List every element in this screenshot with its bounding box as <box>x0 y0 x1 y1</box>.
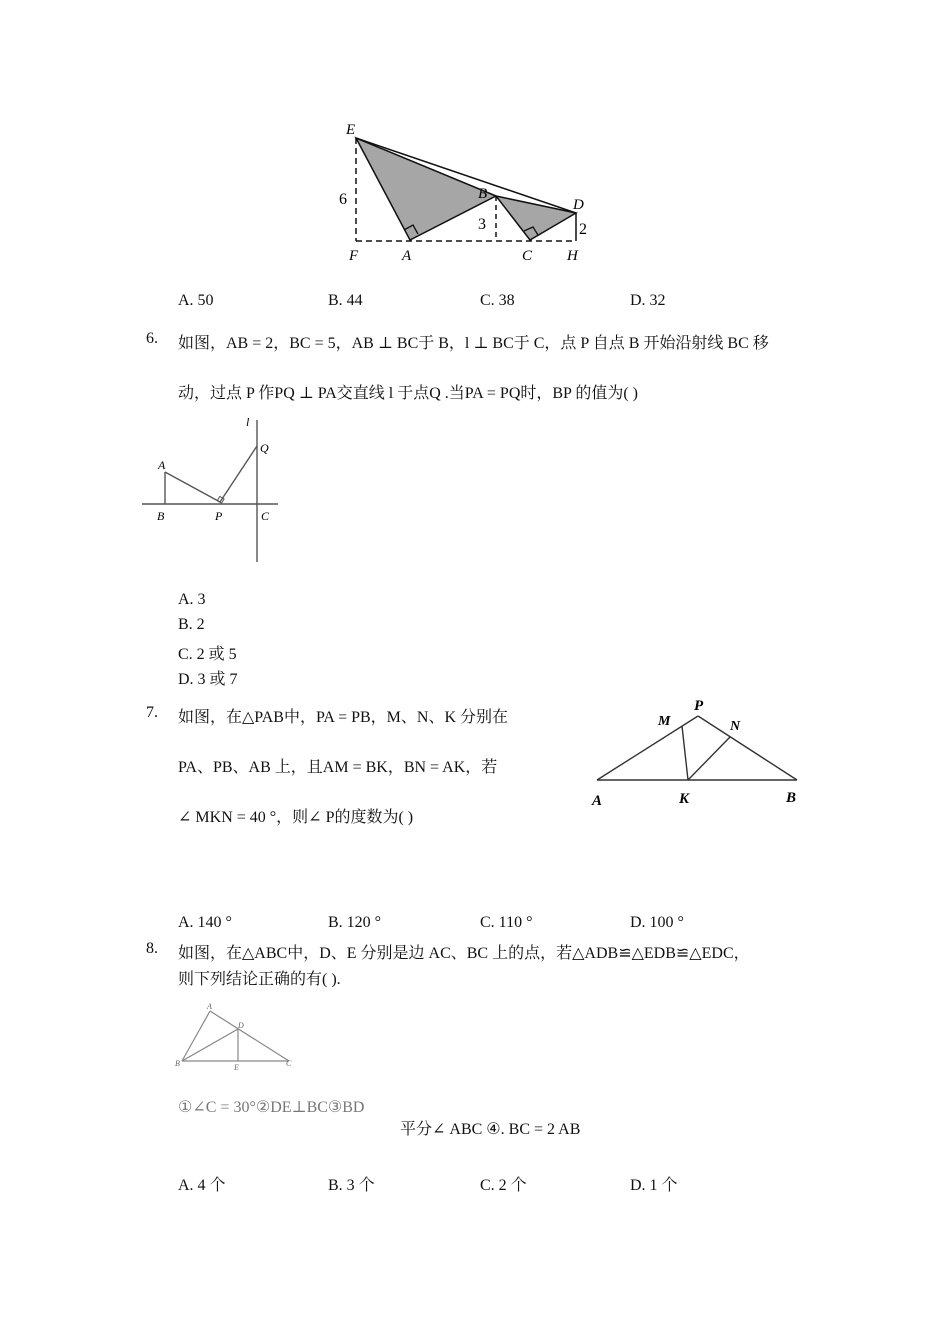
q7-option-b[interactable]: B. 120 ° <box>328 914 382 931</box>
q8-label-D: D <box>238 1021 244 1030</box>
q7-label-N: N <box>730 719 741 734</box>
q7-figure <box>585 690 810 815</box>
q8-label-C: C <box>286 1059 292 1068</box>
q8-option-a[interactable]: A. 4 个 <box>178 1177 226 1194</box>
q6-option-b[interactable]: B. 2 <box>178 616 205 633</box>
q7-option-d[interactable]: D. 100 ° <box>630 914 684 931</box>
q5-label-6: 6 <box>339 191 347 208</box>
q8-option-c[interactable]: C. 2 个 <box>480 1177 527 1194</box>
q8-number: 8. <box>146 940 158 957</box>
q6-label-Q: Q <box>260 441 269 455</box>
q7-option-a[interactable]: A. 140 ° <box>178 914 232 931</box>
q5-label-C: C <box>522 248 533 264</box>
q7-label-K: K <box>679 791 690 807</box>
q7-stem-line3: ∠ MKN = 40 °，则∠ P的度数为( ) <box>178 809 414 826</box>
q7-stem-line1: 如图，在△PAB中，PA = PB，M、N、K 分别在 <box>178 709 508 726</box>
q7-label-A: A <box>592 793 603 809</box>
q7-label-M: M <box>658 714 671 729</box>
q7-label-P: P <box>694 698 704 714</box>
q6-label-C: C <box>261 509 270 523</box>
q6-stem-line1: 如图，AB = 2，BC = 5，AB ⊥ BC于 B，l ⊥ BC于 C，点 P 自点 B 开始沿射线 BC 移 <box>178 335 769 352</box>
q8-figure <box>172 1000 297 1075</box>
q6-label-P: P <box>215 509 223 523</box>
q5-label-3: 3 <box>478 216 486 233</box>
q5-label-F: F <box>349 248 359 264</box>
q5-option-c[interactable]: C. 38 <box>480 292 515 309</box>
q8-stem-line1: 如图，在△ABC中，D、E 分别是边 AC、BC 上的点，若△ADB≌△EDB≌△EDC， <box>178 945 750 962</box>
q6-option-c[interactable]: C. 2 或 5 <box>178 646 237 663</box>
q7-label-B: B <box>786 790 797 806</box>
q8-conclusions-part1: ①∠C = 30°②DE⊥BC③BD <box>178 1099 365 1116</box>
q8-conclusions-part2: 平分∠ ABC ④. BC = 2 AB <box>400 1121 581 1138</box>
q6-option-a[interactable]: A. 3 <box>178 591 206 608</box>
q8-option-b[interactable]: B. 3 个 <box>328 1177 375 1194</box>
q5-figure <box>330 112 600 272</box>
q6-number: 6. <box>146 330 158 347</box>
q5-option-d[interactable]: D. 32 <box>630 292 666 309</box>
q7-number: 7. <box>146 704 158 721</box>
q8-label-E: E <box>234 1063 239 1072</box>
q6-figure <box>140 412 285 567</box>
q6-option-d[interactable]: D. 3 或 7 <box>178 671 238 688</box>
q5-shaded-region <box>356 138 576 240</box>
q5-label-A: A <box>402 248 412 264</box>
q5-option-b[interactable]: B. 44 <box>328 292 363 309</box>
q7-option-c[interactable]: C. 110 ° <box>480 914 533 931</box>
q5-label-B: B <box>478 186 488 202</box>
q6-stem-line2: 动，过点 P 作PQ ⊥ PA交直线 l 于点Q .当PA = PQ时，BP 的值为( ) <box>178 385 639 402</box>
q7-stem-line2: PA、PB、AB 上，且AM = BK，BN = AK，若 <box>178 759 498 776</box>
q6-label-B: B <box>157 509 165 523</box>
q8-option-d[interactable]: D. 1 个 <box>630 1177 678 1194</box>
q6-label-l: l <box>246 415 250 429</box>
q8-label-B: B <box>175 1059 180 1068</box>
q5-label-D: D <box>573 197 584 213</box>
q5-label-2: 2 <box>579 221 587 238</box>
q6-label-A: A <box>158 458 166 472</box>
q5-label-H: H <box>567 248 578 264</box>
q8-stem-line2: 则下列结论正确的有( ). <box>178 971 341 988</box>
q8-label-A: A <box>207 1002 212 1011</box>
q5-option-a[interactable]: A. 50 <box>178 292 214 309</box>
q5-label-E: E <box>346 122 356 138</box>
